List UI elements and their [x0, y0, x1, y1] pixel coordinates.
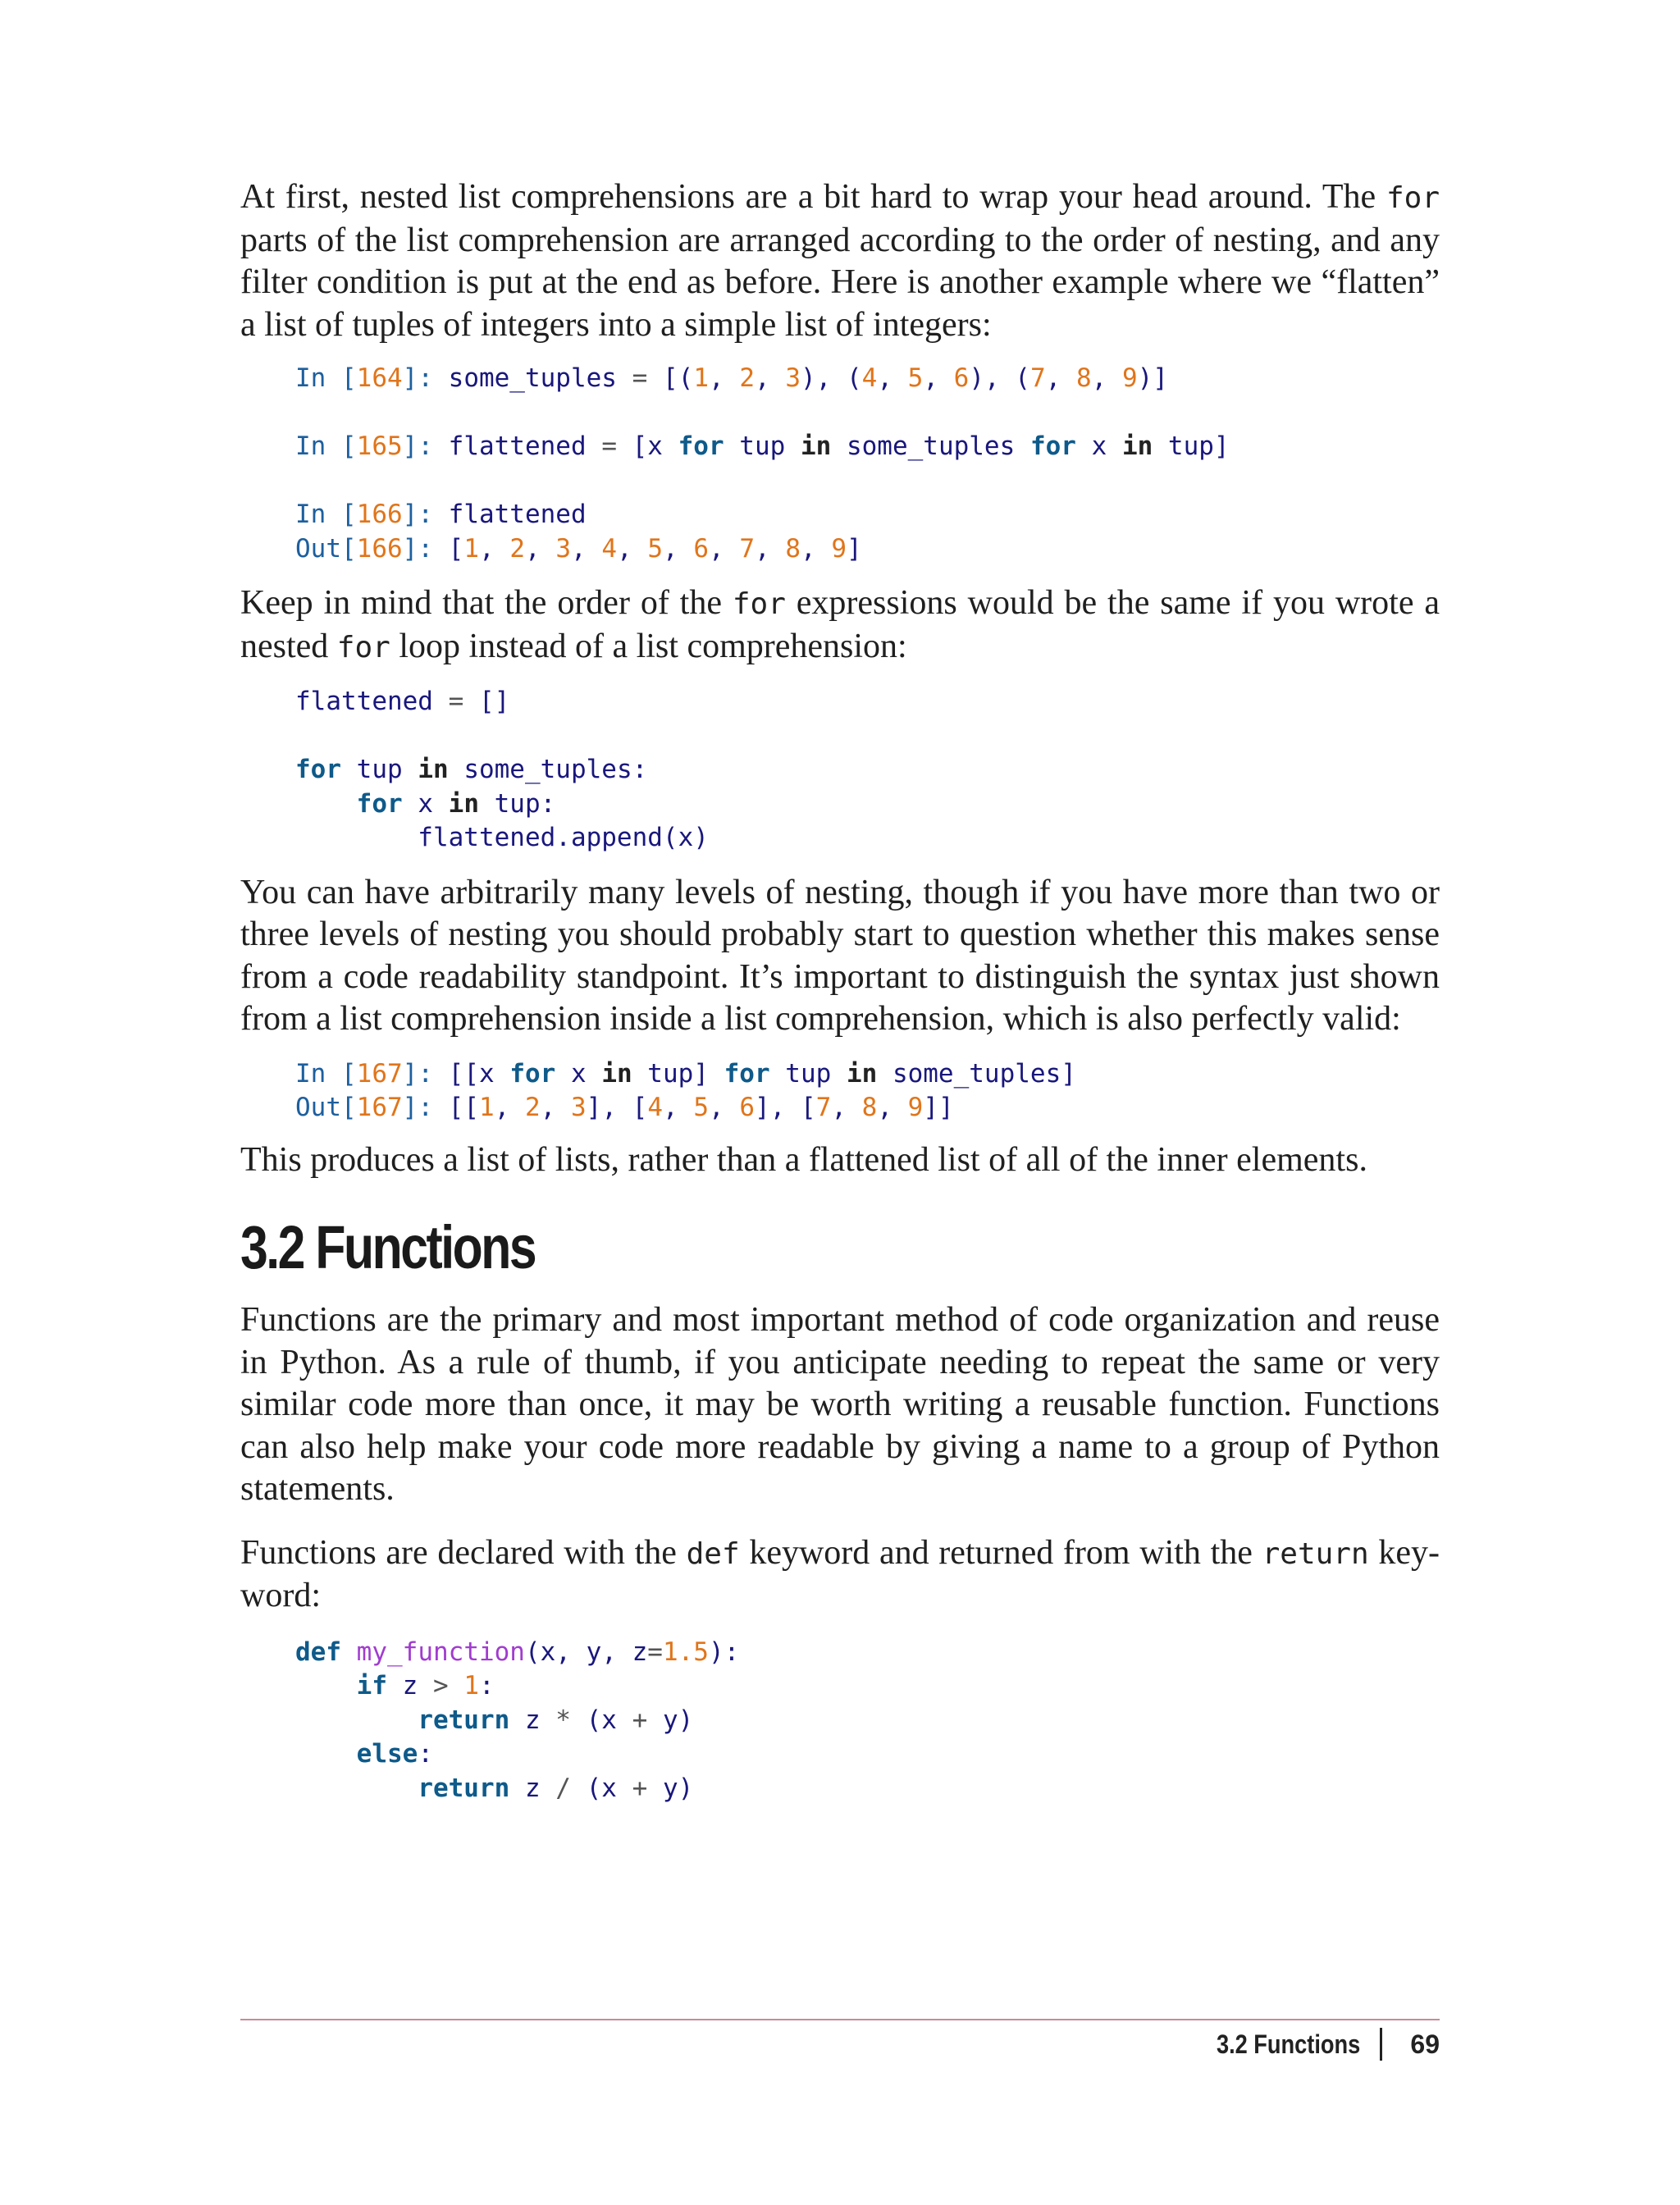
inline-code: for: [732, 587, 786, 621]
prompt: ]:: [402, 363, 449, 393]
page-footer: [1191, 2028, 1440, 2061]
inline-code: for: [1386, 181, 1440, 215]
prompt-number: 166: [356, 500, 403, 529]
code-block: In [167]: [[x for x in tup] for tup in some_tuples] Out[167]: [[1, 2, 3], [4, 5, 6], [7, 8, 9]]: [295, 1058, 1076, 1122]
identifier: some_tuples: [448, 363, 617, 393]
code-block: def my_function(x, y, z=1.5): if z > 1: return z * (x + y) else: return z / (x + y): [295, 1637, 740, 1803]
footer-separator: [1380, 2028, 1382, 2061]
page-number: 69: [1410, 2029, 1440, 2059]
paragraph: This produces a list of lists, rather than a flattened list of all of the inner elements.: [240, 1140, 1367, 1179]
code-block: In [164]: some_tuples = [(1, 2, 3), (4, 5, 6), (7, 8, 9)] In [165]: flattened = [x for tup in some_tuples for x in tup] In [166]: flattened Out[166]: [1, 2, 3, 4, 5, 6, 7, 8, 9]: [295, 363, 1230, 564]
prompt-number: 164: [356, 363, 403, 393]
prompt-number: 165: [356, 431, 403, 461]
prompt-number: 166: [356, 533, 403, 564]
prompt: In [: [295, 431, 357, 461]
identifier: flattened: [448, 500, 587, 529]
prompt: ]:: [402, 431, 449, 461]
text: parts of the list comprehension are arranged according to the order of nesting, and any filter condition is put at the end as before. Here is another example where we “flatten” a list of tuples of integers into a simple list of integers:: [240, 221, 1440, 344]
footer-section-title: 3.2 Functions: [1217, 2029, 1361, 2059]
text: keyword and returned from with the: [739, 1533, 1262, 1572]
footer-rule: [240, 2019, 1440, 2020]
paragraph: Functions are the primary and most important method of code organization and reuse in Python. As a rule of thumb, if you anticipate needing to repeat the same or very similar code more than once, it may be worth writing a reusable function. Functions can also help make your code more readable by giving a name to a group of Python statements.: [240, 1301, 1440, 1508]
page-content: [240, 176, 1440, 1806]
text: keyword:: [240, 1533, 1440, 1614]
paragraph: You can have arbitrarily many levels of nesting, though if you have more than two or three levels of nesting you should probably start to question whether this makes sense from a code readability standpoint. It’s important to distinguish the syntax just shown from a list comprehension inside a list comprehension, which is also perfectly valid:: [240, 873, 1440, 1038]
inline-code: return: [1262, 1536, 1369, 1571]
paragraph: [240, 582, 1440, 669]
text: loop instead of a list comprehension:: [390, 627, 907, 665]
prompt: Out[: [295, 533, 357, 564]
prompt: In [: [295, 363, 357, 393]
inline-code: def: [686, 1536, 740, 1571]
prompt: ]:: [402, 533, 449, 564]
code-block: flattened = [] for tup in some_tuples: for x in tup: flattened.append(x): [295, 687, 709, 852]
text: At first, nested list comprehensions are a bit hard to wrap your head around. The: [240, 178, 1386, 216]
section-heading: 3.2 Functions: [240, 1213, 536, 1281]
prompt: In [: [295, 500, 357, 529]
paragraph: [240, 1532, 1440, 1618]
identifier: flattened: [448, 431, 587, 461]
paragraph: [240, 176, 1440, 346]
inline-code: for: [336, 630, 390, 664]
text: Functions are declared with the: [240, 1533, 687, 1572]
prompt: ]:: [402, 500, 449, 529]
text: Keep in mind that the order of the: [240, 584, 733, 622]
text: expressions would be the same if you wrote a nested: [240, 584, 1440, 665]
